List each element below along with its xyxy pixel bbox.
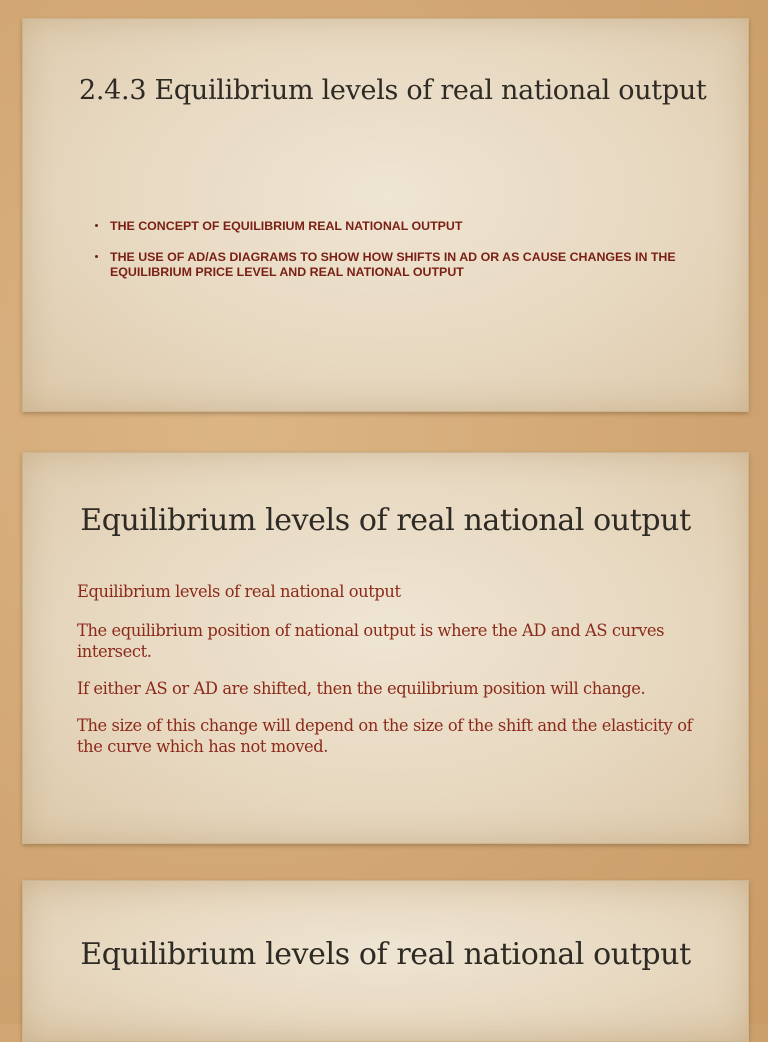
slide-2-body	[77, 581, 697, 773]
paragraph: Equilibrium levels of real national output	[77, 582, 401, 601]
slide-2-title: Equilibrium levels of real national output	[80, 503, 691, 539]
slide-1-title: 2.4.3 Equilibrium levels of real national output	[79, 75, 707, 107]
bullet-item	[95, 250, 705, 280]
paragraph: The size of this change will depend on the size of the shift and the elasticity of the curve which has not moved.	[77, 716, 693, 756]
slide-1	[22, 18, 749, 412]
bullet-dot-icon	[95, 224, 98, 227]
bullet-dot-icon	[95, 255, 98, 258]
bullet-item	[95, 219, 705, 234]
slide-3	[22, 880, 749, 1042]
slide-1-bullet-list	[95, 219, 705, 296]
bullet-text: THE CONCEPT OF EQUILIBRIUM REAL NATIONAL OUTPUT	[110, 219, 463, 233]
paragraph: The equilibrium position of national output is where the AD and AS curves intersect.	[77, 621, 665, 661]
paragraph: If either AS or AD are shifted, then the equilibrium position will change.	[77, 679, 646, 698]
bullet-text: THE USE OF AD/AS DIAGRAMS TO SHOW HOW SHIFTS IN AD OR AS CAUSE CHANGES IN THE EQUILIBRIUM PRICE LEVEL AND REAL NATIONAL OUTPUT	[110, 250, 676, 279]
slide-2	[22, 452, 749, 844]
slide-3-title: Equilibrium levels of real national output	[80, 937, 691, 973]
